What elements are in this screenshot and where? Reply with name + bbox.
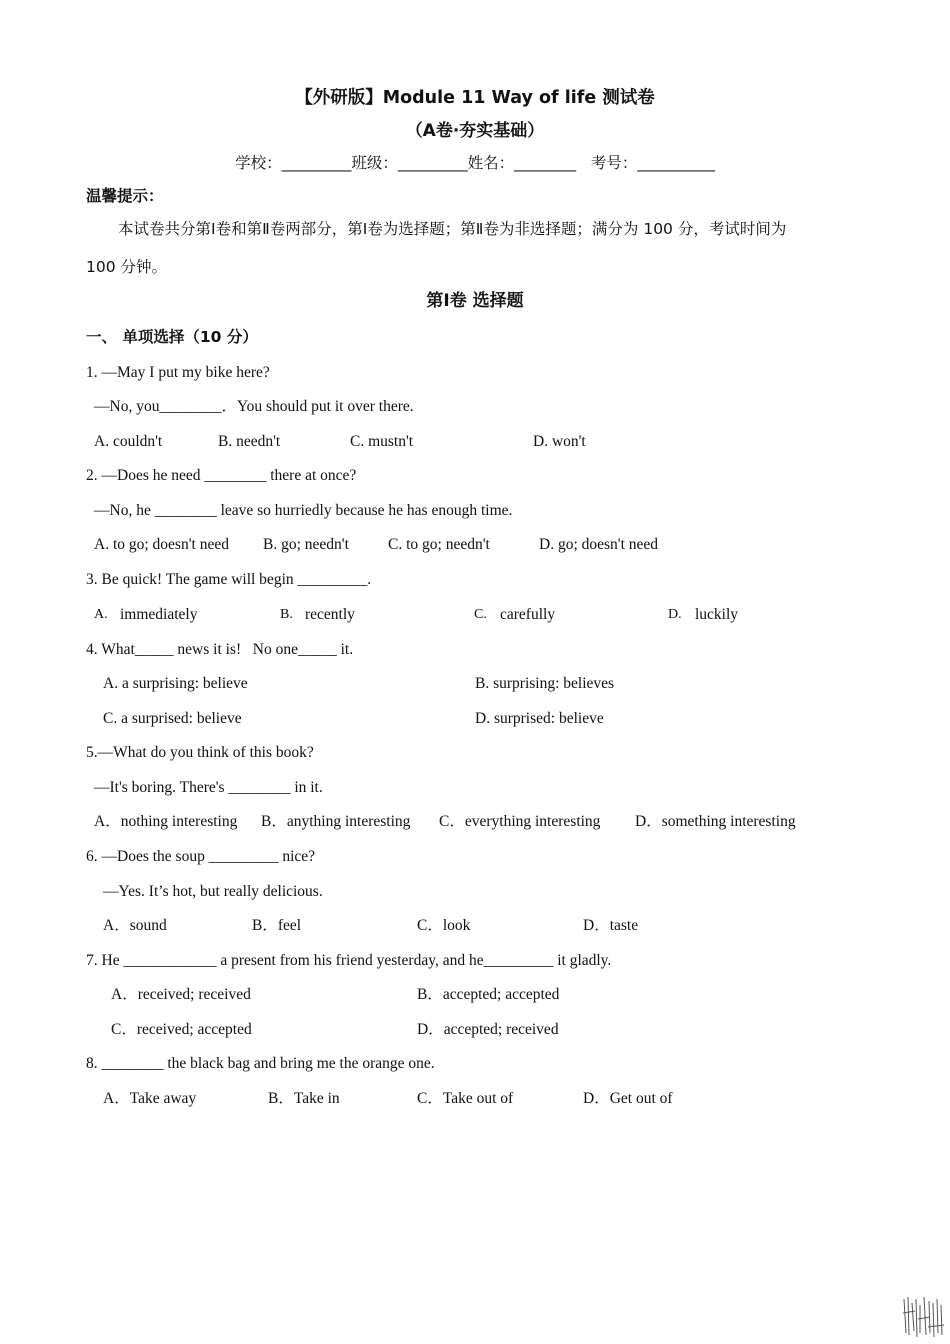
question-3-stem: 3. Be quick! The game will begin _________. <box>86 571 372 588</box>
question-2-option-c: C. to go; needn't <box>388 536 490 553</box>
question-6-option-c: C．look <box>417 917 471 934</box>
question-6-stem: 6. —Does the soup _________ nice? <box>86 848 316 865</box>
question-1-stem: 1. —May I put my bike here? <box>86 364 270 381</box>
question-7-option-a: A．received; received <box>111 986 251 1003</box>
exam-title: 【外研版】Module 11 Way of life 测试卷 <box>295 88 655 108</box>
exam-subtitle: （A卷·夯实基础） <box>405 121 545 141</box>
question-3-option-b: recently <box>305 606 355 623</box>
question-6-reply: —Yes. It’s hot, but really delicious. <box>103 883 323 900</box>
question-1-option-a: A. couldn't <box>94 433 163 450</box>
question-4-option-c: C. a surprised: believe <box>103 710 242 727</box>
question-6-option-a: A．sound <box>103 917 167 934</box>
question-1-reply: —No, you________．You should put it over there. <box>94 398 414 415</box>
question-3-option-a-letter: A. <box>94 607 108 622</box>
question-3-option-b-letter: B. <box>280 607 293 622</box>
question-4-option-b: B. surprising: believes <box>475 675 615 692</box>
question-5-stem: 5.—What do you think of this book? <box>86 744 314 761</box>
notice-line-1: 本试卷共分第Ⅰ卷和第Ⅱ卷两部分，第Ⅰ卷为选择题；第Ⅱ卷为非选择题；满分为 100 分，考试时间为 <box>118 220 787 238</box>
part-title: 一、 单项选择（10 分） <box>86 328 258 346</box>
question-3-option-a: immediately <box>120 606 198 623</box>
question-5-option-a: A．nothing interesting <box>94 813 238 830</box>
question-8-stem: 8. ________ the black bag and bring me the orange one. <box>86 1055 435 1072</box>
question-2-reply: —No, he ________ leave so hurriedly because he has enough time. <box>94 502 513 519</box>
corner-watermark-icon <box>900 1293 946 1339</box>
question-3-option-c-letter: C. <box>474 607 487 622</box>
question-4-stem: 4. What_____ news it is! No one_____ it. <box>86 641 354 658</box>
question-4-option-a: A. a surprising: believe <box>103 675 248 692</box>
question-8-option-d: D．Get out of <box>583 1090 673 1107</box>
question-4-option-d: D. surprised: believe <box>475 710 604 727</box>
question-3-option-c: carefully <box>500 606 556 623</box>
question-1-option-d: D. won't <box>533 433 586 450</box>
question-3-option-d-letter: D. <box>668 607 682 622</box>
question-2-option-a: A. to go; doesn't need <box>94 536 229 553</box>
notice-heading: 温馨提示： <box>86 187 164 205</box>
student-info-fields: 学校：_________班级：_________姓名：________ 考号：__________ <box>235 154 715 172</box>
question-7-option-c: C．received; accepted <box>111 1021 252 1038</box>
question-5-option-c: C．everything interesting <box>439 813 601 830</box>
question-8-option-c: C．Take out of <box>417 1090 514 1107</box>
question-6-option-b: B．feel <box>252 917 302 934</box>
notice-line-2: 100 分钟。 <box>86 258 168 276</box>
question-8-option-b: B．Take in <box>268 1090 340 1107</box>
question-1-option-c: C. mustn't <box>350 433 414 450</box>
question-7-stem: 7. He ____________ a present from his friend yesterday, and he_________ it gladly. <box>86 952 612 969</box>
question-6-option-d: D．taste <box>583 917 639 934</box>
question-5-option-b: B．anything interesting <box>261 813 411 830</box>
question-7-option-d: D．accepted; received <box>417 1021 559 1038</box>
question-5-option-d: D．something interesting <box>635 813 796 830</box>
section-title: 第Ⅰ卷 选择题 <box>426 291 524 311</box>
question-2-option-b: B. go; needn't <box>263 536 349 553</box>
question-1-option-b: B. needn't <box>218 433 281 450</box>
question-2-option-d: D. go; doesn't need <box>539 536 659 553</box>
question-7-option-b: B．accepted; accepted <box>417 986 560 1003</box>
question-3-option-d: luckily <box>695 606 739 623</box>
question-2-stem: 2. —Does he need ________ there at once? <box>86 467 357 484</box>
question-5-reply: —It's boring. There's ________ in it. <box>94 779 323 796</box>
question-8-option-a: A．Take away <box>103 1090 197 1107</box>
